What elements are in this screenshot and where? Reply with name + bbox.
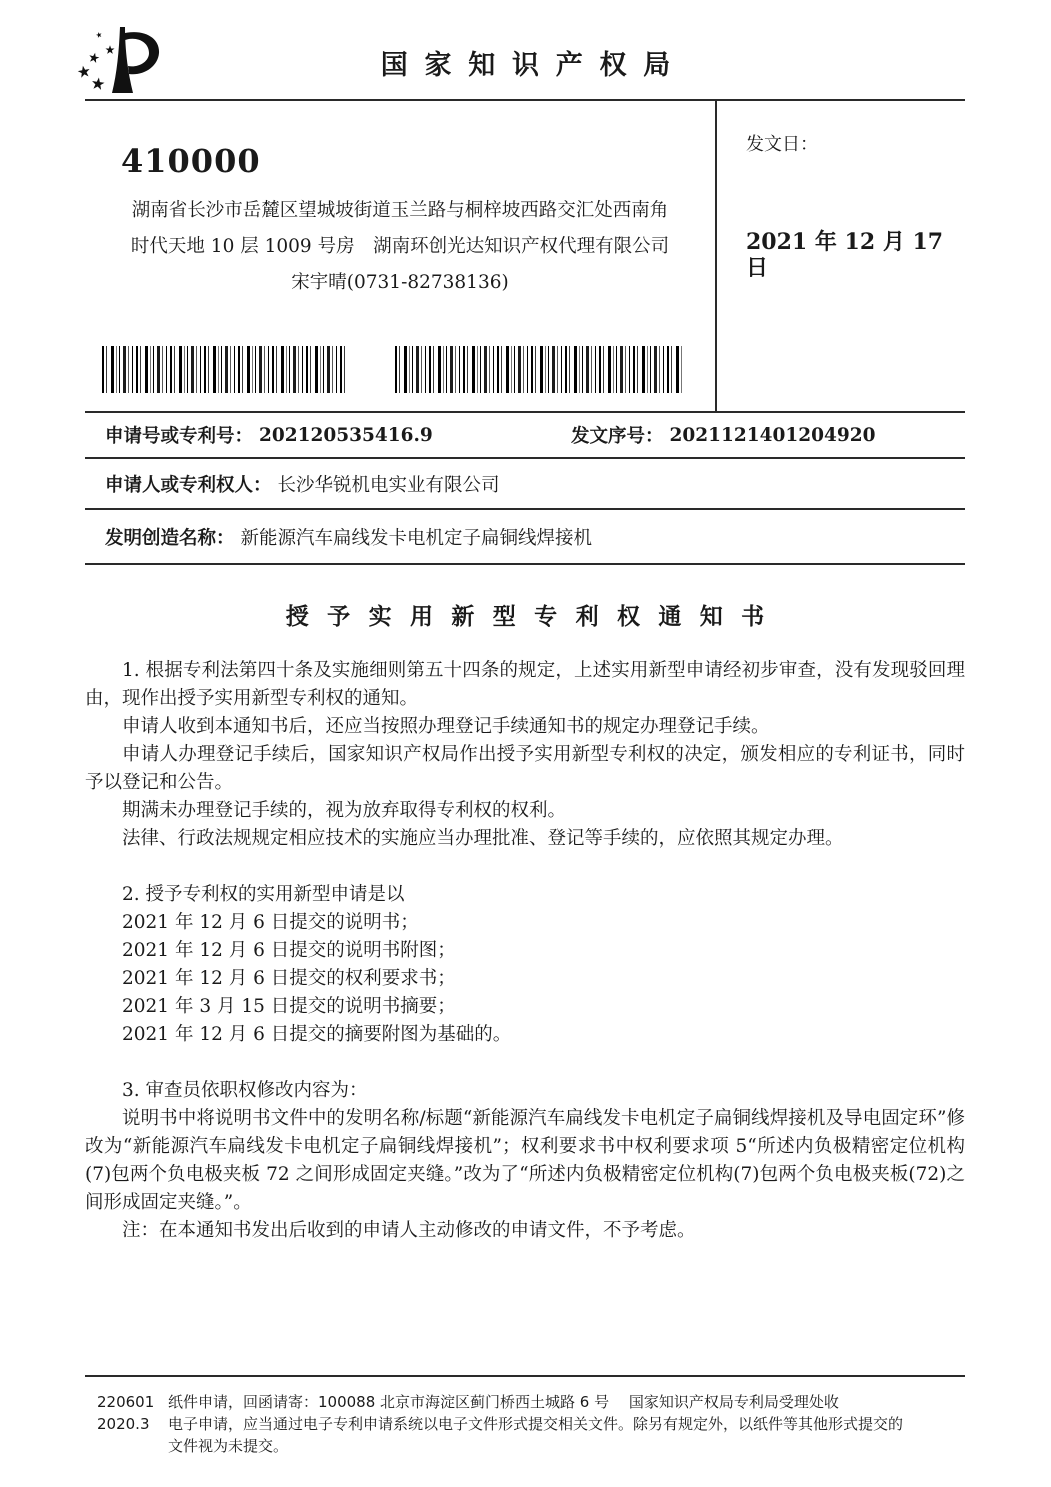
paragraph-5: 法律、行政法规规定相应技术的实施应当办理批准、登记等手续的，应依照其规定办理。 xyxy=(122,828,844,849)
barcode-1-icon xyxy=(102,346,347,393)
notice-paragraphs xyxy=(85,657,965,1245)
invention-title-value: 新能源汽车扁线发卡电机定子扁铜线焊接机 xyxy=(240,527,593,549)
basis-line: 2021 年 12 月 6 日提交的说明书； xyxy=(122,912,419,933)
footer-form-codes xyxy=(85,1391,168,1457)
form-code: 220601 xyxy=(97,1393,155,1411)
issue-date-value: 2021 年 12 月 17 日 xyxy=(746,229,944,281)
invention-title-label: 发明创造名称： xyxy=(105,527,235,549)
barcode-2-icon xyxy=(395,346,683,393)
paragraph-3: 申请人办理登记手续后，国家知识产权局作出授予实用新型专利权的决定，颁发相应的专利证书，同时予以登记和公告。 xyxy=(85,744,965,793)
recipient-issue-section xyxy=(85,101,965,413)
footer-instructions xyxy=(168,1391,965,1457)
agency-title: 国家知识产权局 xyxy=(380,50,687,81)
application-no-value: 202120535416.9 xyxy=(259,424,433,446)
meta-rows xyxy=(85,413,965,565)
applicant-value: 长沙华锐机电实业有限公司 xyxy=(277,474,500,496)
recipient-address xyxy=(120,193,680,301)
recipient-block xyxy=(85,101,715,411)
issue-date-block xyxy=(715,101,965,411)
basis-line: 2021 年 3 月 15 日提交的说明书摘要； xyxy=(122,996,456,1017)
basis-line: 2021 年 12 月 6 日提交的权利要求书； xyxy=(122,968,456,989)
applicant-label: 申请人或专利权人： xyxy=(105,474,272,496)
amendment-paragraph: 说明书中将说明书文件中的发明名称/标题“新能源汽车扁线发卡电机定子扁铜线焊接机及导电固定环”修改为“新能源汽车扁线发卡电机定子扁铜线焊接机”；权利要求书中权利要求项 5“所述内负极精密定位机构(7)包两个负电极夹板 72 之间形成固定夹缝。”改为了“所述内负极精密定位机构(7)包两个负电极夹板(72)之间形成固定夹缝。”。 xyxy=(85,1108,965,1213)
notice-title: 授予实用新型专利权通知书 xyxy=(285,604,783,630)
issue-date-label: 发文日： xyxy=(746,134,818,155)
basis-line: 2021 年 12 月 6 日提交的说明书附图； xyxy=(122,940,456,961)
invention-title-row xyxy=(85,510,965,565)
basis-line: 2021 年 12 月 6 日提交的摘要附图为基础的。 xyxy=(122,1024,512,1045)
serial-number-pair xyxy=(571,413,875,457)
application-number-row xyxy=(85,413,965,459)
postcode: 410000 xyxy=(121,142,261,180)
electronic-filing-line2: 文件视为未提交。 xyxy=(168,1437,289,1455)
document-footer xyxy=(85,1375,965,1457)
electronic-filing-line1: 电子申请，应当通过电子专利申请系统以电子文件形式提交相关文件。除另有规定外，以纸件等其他形式提交的 xyxy=(168,1415,904,1433)
paragraph-1: 1. 根据专利法第四十条及实施细则第五十四条的规定，上述实用新型申请经初步审查，没有发现驳回理由，现作出授予实用新型专利权的通知。 xyxy=(85,660,965,709)
paragraph-4: 期满未办理登记手续的，视为放弃取得专利权的权利。 xyxy=(122,800,567,821)
notice-body xyxy=(85,565,965,1245)
serial-no-value: 2021121401204920 xyxy=(669,424,876,446)
recipient-contact: 宋宇晴(0731-82738136) xyxy=(291,272,509,293)
application-no-label: 申请号或专利号： xyxy=(105,426,254,447)
amendment-note: 注：在本通知书发出后收到的申请人主动修改的申请文件，不予考虑。 xyxy=(122,1220,696,1241)
basis-heading: 2. 授予专利权的实用新型申请是以 xyxy=(122,884,405,905)
serial-no-label: 发文序号： xyxy=(571,426,664,447)
paper-filing-line: 纸件申请，回函请寄：100088 北京市海淀区蓟门桥西土城路 6 号 国家知识产权局专利局受理处收 xyxy=(168,1393,839,1411)
recipient-address-line2: 时代天地 10 层 1009 号房 湖南环创光达知识产权代理有限公司 xyxy=(130,236,670,257)
paragraph-2: 申请人收到本通知书后，还应当按照办理登记手续通知书的规定办理登记手续。 xyxy=(122,716,770,737)
recipient-address-line1: 湖南省长沙市岳麓区望城坡街道玉兰路与桐梓坡西路交汇处西南角 xyxy=(131,200,669,221)
amendment-heading: 3. 审查员依职权修改内容为： xyxy=(122,1080,368,1101)
applicant-row xyxy=(85,459,965,510)
form-version: 2020.3 xyxy=(97,1415,150,1433)
